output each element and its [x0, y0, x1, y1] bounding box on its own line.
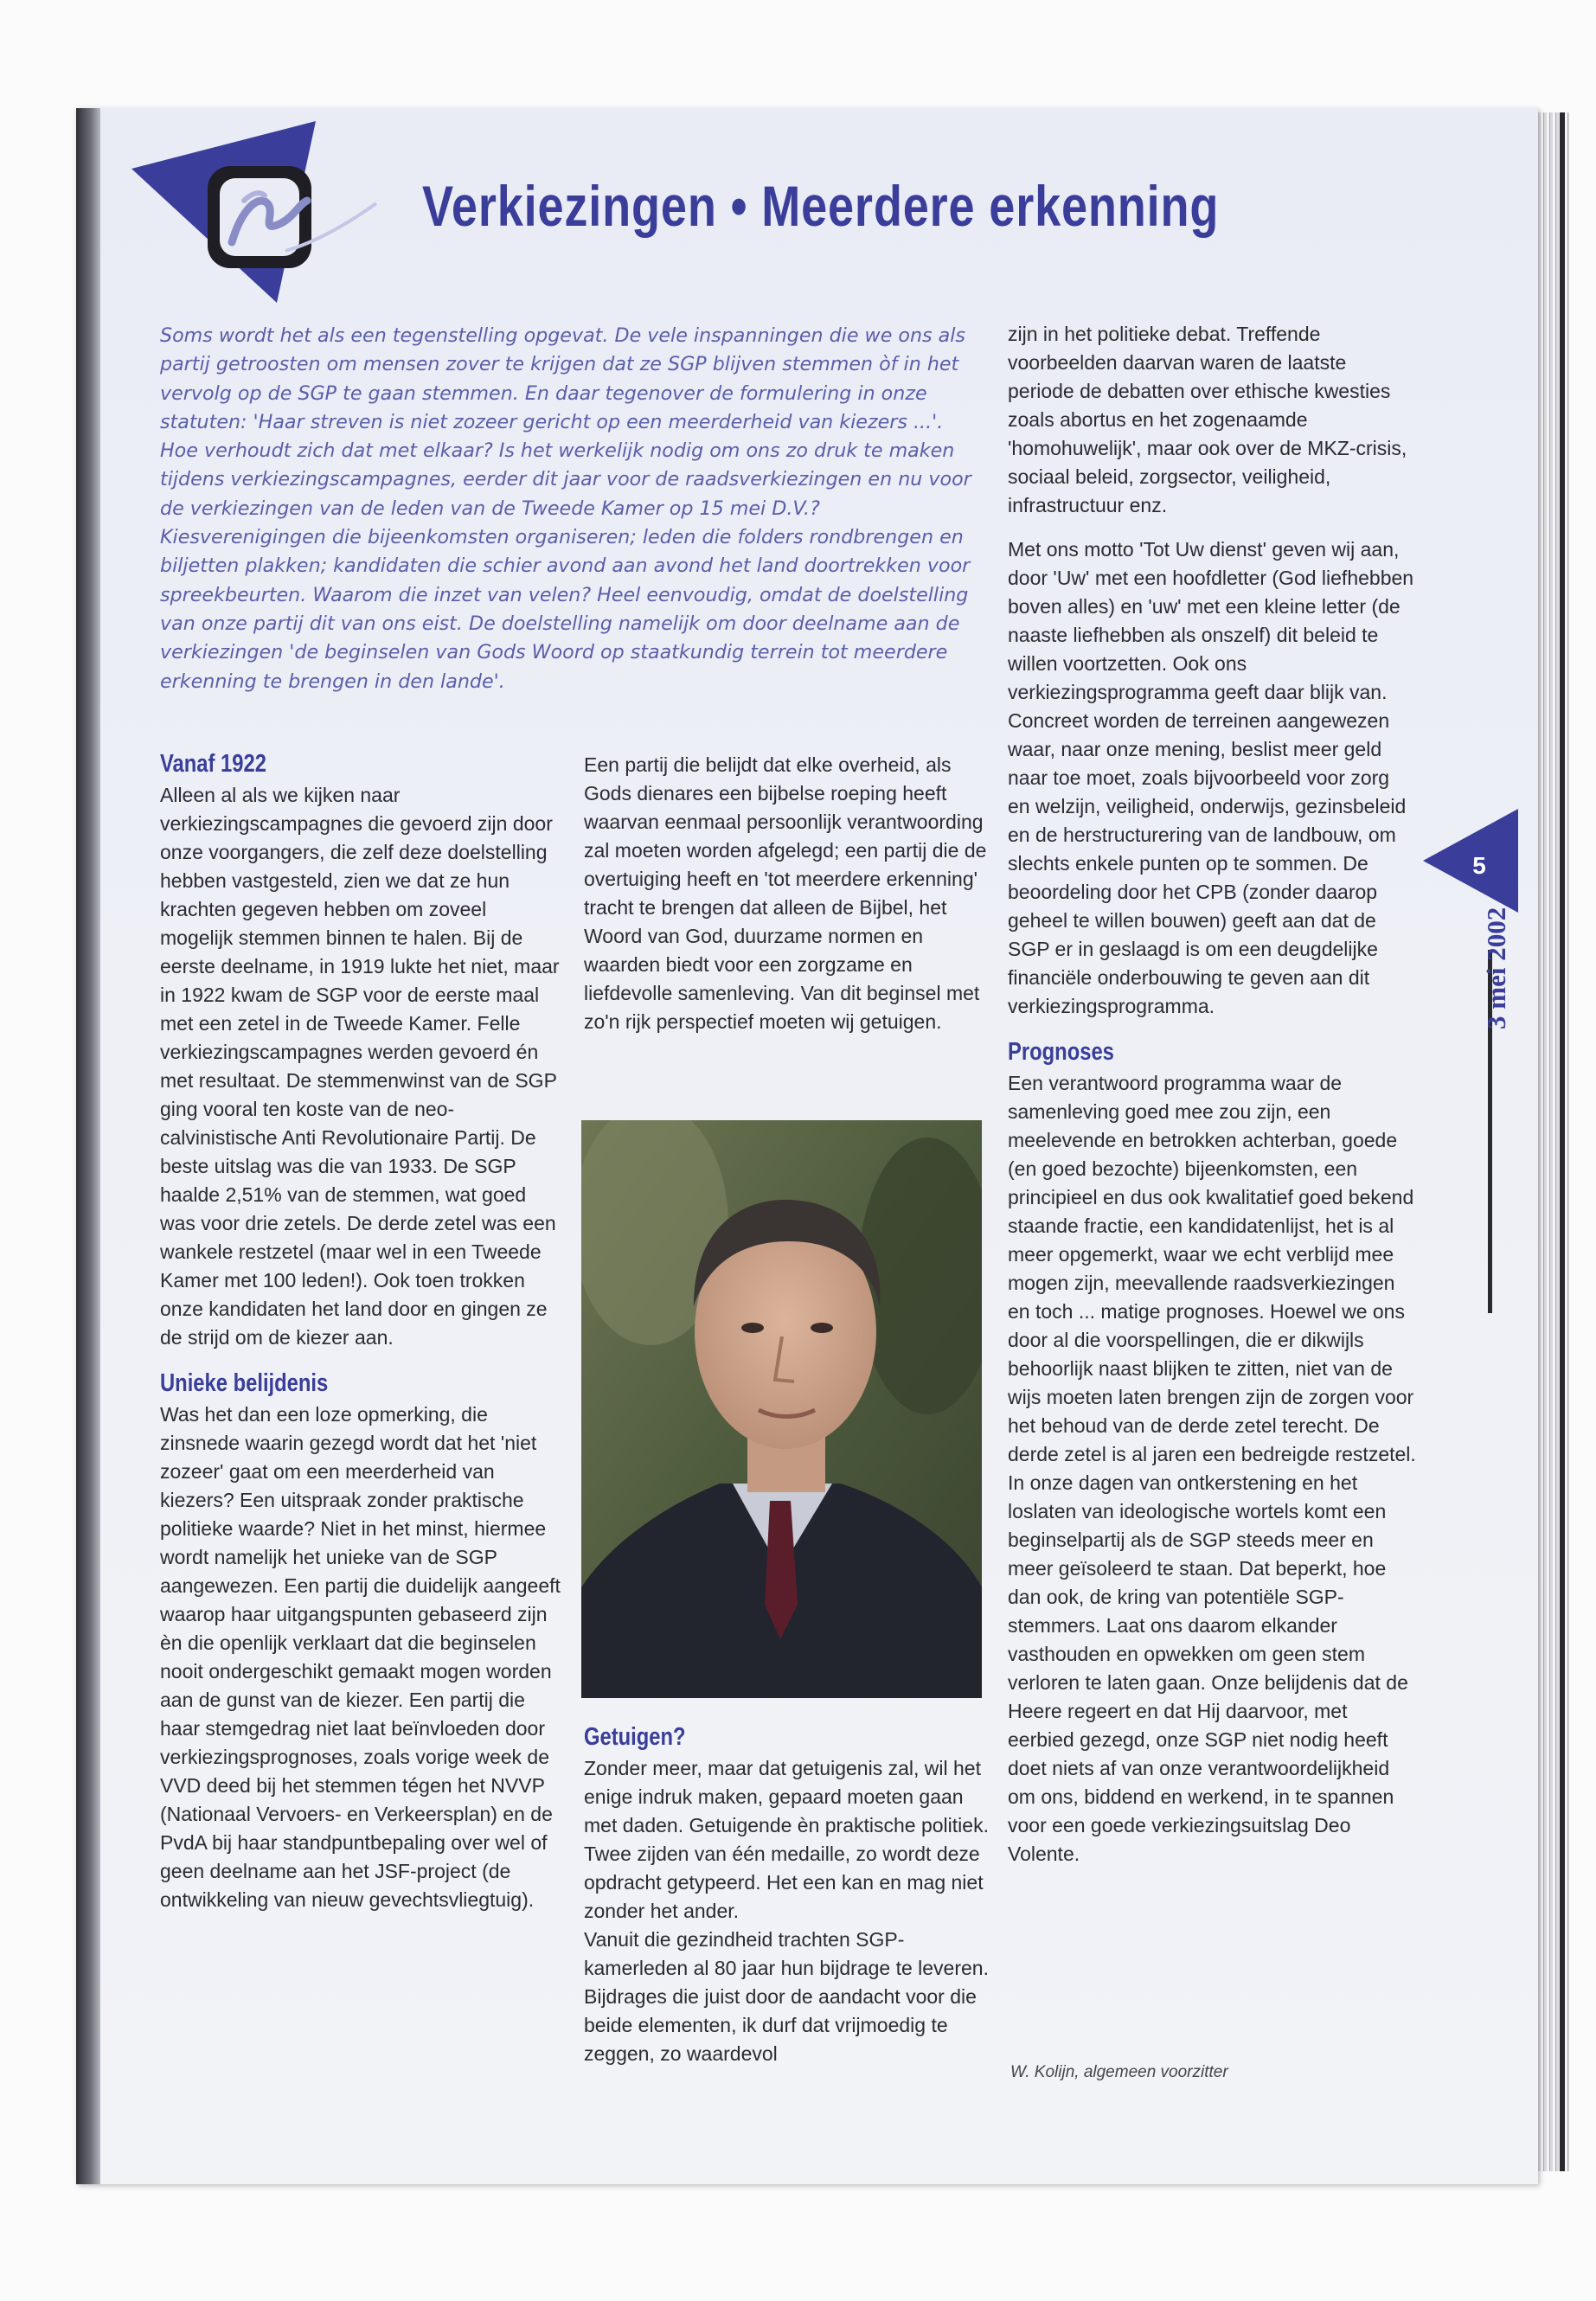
paragraph-unieke-belijdenis: Was het dan een loze opmerking, die zinsnede waarin gezegd wordt dat het 'niet zozeer' gaat om een meerderheid van kiezers? Een uitspraak zonder praktische politieke waarde? Niet in het minst, hiermee wordt namelijk het unieke van de SGP aangewezen. Een partij die duidelijk aangeeft waarop haar uitgangspunten gebaseerd zijn èn die openlijk verklaart dat die beginselen nooit ondergeschikt gemaakt mogen worden aan de gunst van de kiezer. Een partij die haar stemgedrag niet laat beïnvloeden door verkiezingsprognoses, zoals vorige week de VVD deed bij het stemmen tégen het NVVP (Nationaal Vervoers- en Verkeersplan) en de PvdA bij haar standpuntbepaling over wel of geen deelname aan het JSF-project (de ontwikkeling van nieuw gevechtsvliegtuig).	[160, 1403, 561, 1911]
paragraph-getuigen-2: Vanuit die gezindheid trachten SGP-kamerleden al 80 jaar hun bijdrage te leveren. Bijdrages die juist door de aandacht voor die beide elementen, ik durf dat vrijmoedig te zeggen, zo waardevol	[584, 1928, 989, 2065]
portrait-photo	[581, 1120, 982, 1698]
heading-getuigen: Getuigen?	[584, 1723, 686, 1751]
paragraph-belijdt: Een partij die belijdt dat elke overheid, als Gods dienares een bijbelse roeping heeft waarvan eenmaal persoonlijk verantwoording zal moeten worden afgelegd; een partij die de overtuiging heeft en 'tot meerdere erkenning' tracht te brengen dat alleen de Bijbel, het Woord van God, duurzame normen en waarden biedt voor een zorgzame en liefdevolle samenleving. Van dit beginsel met zo'n rijk perspectief moeten wij getuigen.	[584, 753, 987, 1033]
column-1	[160, 748, 562, 1914]
heading-prognoses: Prognoses	[1008, 1038, 1114, 1066]
section-logo-icon	[130, 121, 381, 303]
column-2	[584, 751, 989, 1036]
paragraph-vanaf-1922: Alleen al als we kijken naar verkiezingscampagnes die gevoerd zijn door onze voorgangers, die zelf deze doelstelling hebben vastgesteld, zien we dat ze hun krachten gegeven hebben om zoveel mogelijk stemmen binnen te halen. Bij de eerste deelname, in 1919 lukte het niet, maar in 1922 kwam de SGP voor de eerste maal met een zetel in de Tweede Kamer. Felle verkiezingscampagnes werden gevoerd én met resultaat. De stemmenwinst van de SGP ging vooral ten koste van de neo-calvinistische Anti Revolutionaire Partij. De beste uitslag was die van 1933. De SGP haalde 2,51% van de stemmen, wat goed was voor drie zetels. De derde zetel was een wankele restzetel (maar wel in een Tweede Kamer met 100 leden!). Ook toen trokken onze kandidaten het land door en gingen ze de strijd om de kiezer aan.	[160, 784, 560, 1349]
article-title: Verkiezingen • Meerdere erkenning	[422, 174, 1220, 238]
edge-rule	[1560, 112, 1565, 2171]
issue-date: 3 mei 2002	[1481, 907, 1511, 1029]
author-signature: W. Kolijn, algemeen voorzitter	[1010, 2063, 1228, 2081]
heading-unieke-belijdenis: Unieke belijdenis	[160, 1369, 329, 1397]
paragraph-motto: Met ons motto 'Tot Uw dienst' geven wij aan, door 'Uw' met een hoofdletter (God liefhebben boven alles) en 'uw' met een kleine letter (de naaste liefhebben als onszelf) dit beleid te willen voortzetten. Ook ons verkiezingsprogramma geeft daar blijk van. Concreet worden de terreinen aangewezen waar, naar onze mening, beslist meer geld naar toe moet, zoals bijvoorbeeld voor zorg en welzijn, veiligheid, onderwijs, gezinsbeleid en de herstructurering van de landbouw, om slechts enkele punten op te sommen. De beoordeling door het CPB (zonder daarop geheel te willen bouwen) geeft aan dat de SGP er in geslaagd is om een deugdelijke financiële onderbouwing te geven aan dit verkiezingsprogramma.	[1008, 538, 1414, 1017]
heading-vanaf-1922: Vanaf 1922	[160, 750, 266, 778]
paragraph-debat: zijn in het politieke debat. Treffende voorbeelden daarvan waren de laatste periode de debatten over ethische kwesties zoals abortus en het zogenaamde 'homohuwelijk', maar ook over de MKZ-crisis, sociaal beleid, zorgsector, veiligheid, infrastructuur enz.	[1008, 323, 1407, 516]
column-3	[1008, 320, 1416, 1868]
page-number: 5	[1472, 852, 1486, 879]
column-2-lower	[584, 1721, 989, 2068]
paragraph-getuigen-1: Zonder meer, maar dat getuigenis zal, wil het enige indruk maken, gepaard moeten gaan met daden. Getuigende èn praktische politiek. Twee zijden van één medaille, zo wordt deze opdracht getypeerd. Het een kan en mag niet zonder het ander.	[584, 1757, 989, 1922]
paragraph-prognoses: Een verantwoord programma waar de samenleving goed mee zou zijn, een meelevende en betrokken achterban, goede (en goed bezochte) bijeenkomsten, een principieel en dus ook kwalitatief goed bekend staande fractie, een kandidatenlijst, het is al meer opgemerkt, waar we echt verblijd mee mogen zijn, meevallende raadsverkiezingen en toch ... matige prognoses. Hoewel we ons door al die voorspellingen, die er dikwijls behoorlijk naast blijken te zitten, niet van de wijs moeten laten brengen zijn de zorgen voor het behoud van de derde zetel terecht. De derde zetel is al jaren een bedreigde restzetel. In onze dagen van ontkerstening en het loslaten van ideologische wortels komt een beginselpartij als de SGP steeds meer en meer geïsoleerd te staan. Dat beperkt, hoe dan ook, de kring van potentiële SGP-stemmers. Laat ons daarom elkander vasthouden en opwekken om geen stem verloren te laten gaan. Onze belijdenis dat de Heere regeert en dat Hij daarvoor, met eerbied gezegd, onze SGP niet nodig heeft doet niets af van onze verantwoordelijkheid om ons, biddend en werkend, in te spannen voor een goede verkiezingsuitslag Deo Volente.	[1008, 1072, 1416, 1865]
intro-paragraph: Soms wordt het als een tegenstelling opgevat. De vele inspanningen die we ons als partij getroosten om mensen zover te krijgen dat ze SGP blijven stemmen òf in het vervolg op de SGP te gaan stemmen. En daar tegenover de formulering in onze statuten: 'Haar streven is niet zozeer gericht op een meerderheid van kiezers ...'. Hoe verhoudt zich dat met elkaar? Is het werkelijk nodig om ons zo druk te maken tijdens verkiezingscampagnes, eerder dit jaar voor de raadsverkiezingen en nu voor de verkiezingen van de leden van de Tweede Kamer op 15 mei D.V.? Kiesverenigingen die bijeenkomsten organiseren; leden die folders rondbrengen en biljetten plakken; kandidaten die schier avond aan avond het land doortrekken voor spreekbeurten. Waarom die inzet van velen? Heel eenvoudig, omdat de doelstelling van onze partij dit van ons eist. De doelstelling namelijk om door deelname aan de verkiezingen 'de beginselen van Gods Woord op staatkundig terrein tot meerdere erkenning te brengen in den lande'.	[160, 324, 971, 693]
binding-spine	[76, 108, 100, 2184]
